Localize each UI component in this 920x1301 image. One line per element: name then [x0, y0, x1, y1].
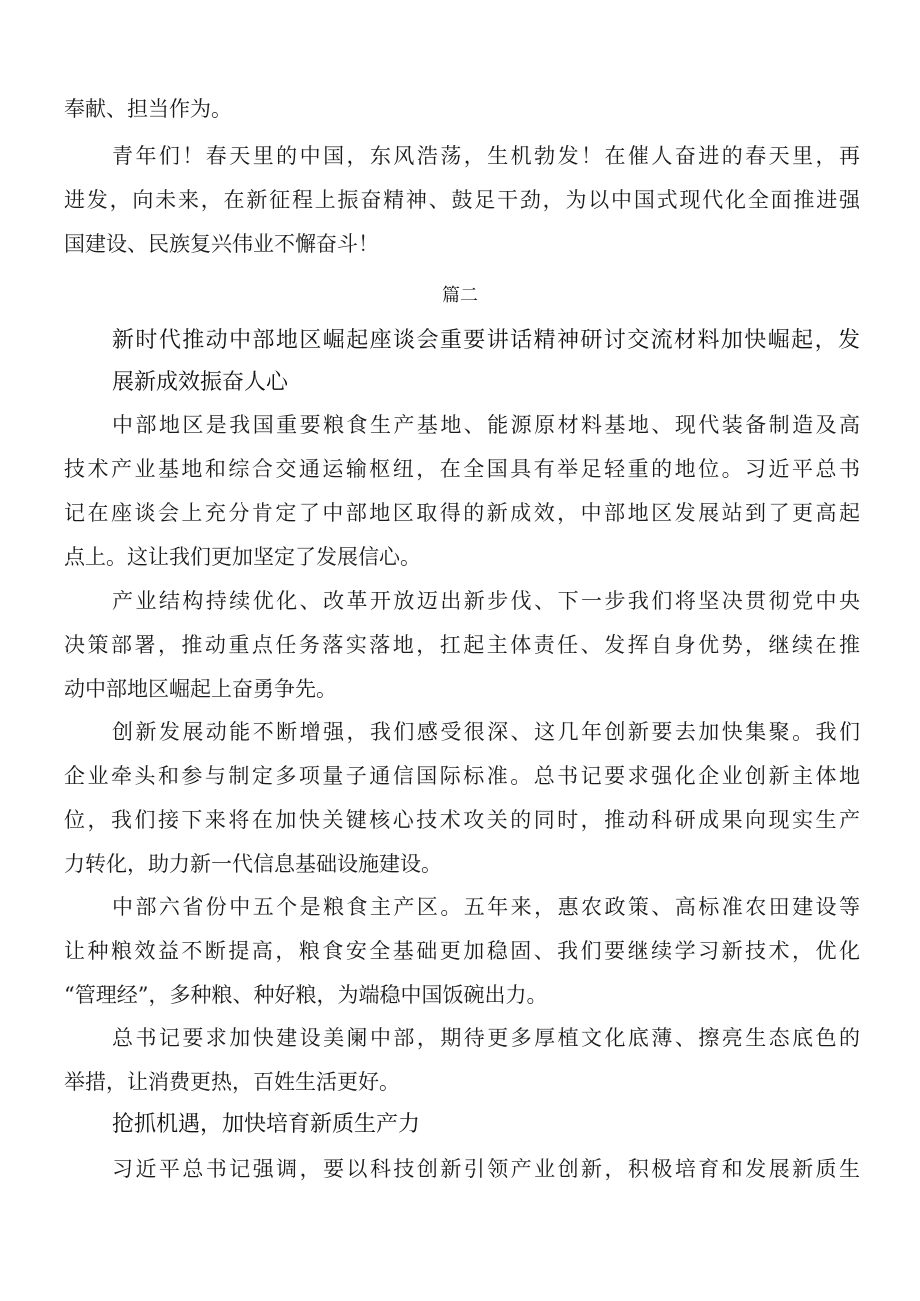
body-line: 习近平总书记强调，要以科技创新引领产业创新，积极培育和发展新质生 [112, 1157, 860, 1181]
body-line: 产业结构持续优化、改革开放迈出新步伐、下一步我们将坚决贯彻党中央 [112, 589, 860, 613]
body-line: 决策部署，推动重点任务落实落地，扛起主体责任、发挥自身优势，继续在推 [64, 633, 860, 657]
section-label: 篇二 [442, 285, 478, 306]
body-line: 技术产业基地和综合交通运输枢纽，在全国具有举足轻重的地位。习近平总书 [64, 457, 860, 481]
body-line: 位，我们接下来将在加快关键核心技术攻关的同时，推动科研成果向现实生产 [64, 808, 860, 832]
body-line: 国建设、民族复兴伟业不懈奋斗！ [64, 232, 379, 256]
article-title: 新时代推动中部地区崛起座谈会重要讲话精神研讨交流材料加快崛起，发 [112, 328, 860, 353]
body-line: 让种粮效益不断提高，粮食安全基础更加稳固、我们要继续学习新技术，优化 [64, 939, 860, 963]
article-title: 展新成效振奋人心 [112, 370, 289, 395]
body-line: 创新发展动能不断增强，我们感受很深、这几年创新要去加快集聚。我们 [112, 720, 860, 744]
body-line: 奉献、担当作为。 [64, 97, 232, 121]
body-line: 点上。这让我们更加坚定了发展信心。 [64, 545, 421, 569]
section-subheading: 抢抓机遇，加快培育新质生产力 [112, 1112, 421, 1137]
body-line: 中部地区是我国重要粮食生产基地、能源原材料基地、现代装备制造及高 [112, 413, 860, 437]
body-line: “管理经”，多种粮、种好粮，为端稳中国饭碗出力。 [64, 983, 548, 1007]
body-line: 青年们！春天里的中国，东风浩荡，生机勃发！在催人奋进的春天里，再 [112, 144, 860, 168]
body-line: 记在座谈会上充分肯定了中部地区取得的新成效，中部地区发展站到了更高起 [64, 501, 860, 525]
body-line: 动中部地区崛起上奋勇争先。 [64, 677, 337, 701]
body-line: 企业牵头和参与制定多项量子通信国际标准。总书记要求强化企业创新主体地 [64, 764, 860, 788]
body-line: 举措，让消费更热，百姓生活更好。 [64, 1070, 400, 1094]
body-line: 总书记要求加快建设美阑中部，期待更多厚植文化底薄、擦亮生态底色的 [112, 1026, 860, 1050]
body-line: 进发，向未来，在新征程上振奋精神、鼓足干劲，为以中国式现代化全面推进强 [64, 188, 860, 212]
body-line: 中部六省份中五个是粮食主产区。五年来，惠农政策、高标准农田建设等 [112, 895, 860, 919]
body-line: 力转化，助力新一代信息基础设施建设。 [64, 852, 442, 876]
